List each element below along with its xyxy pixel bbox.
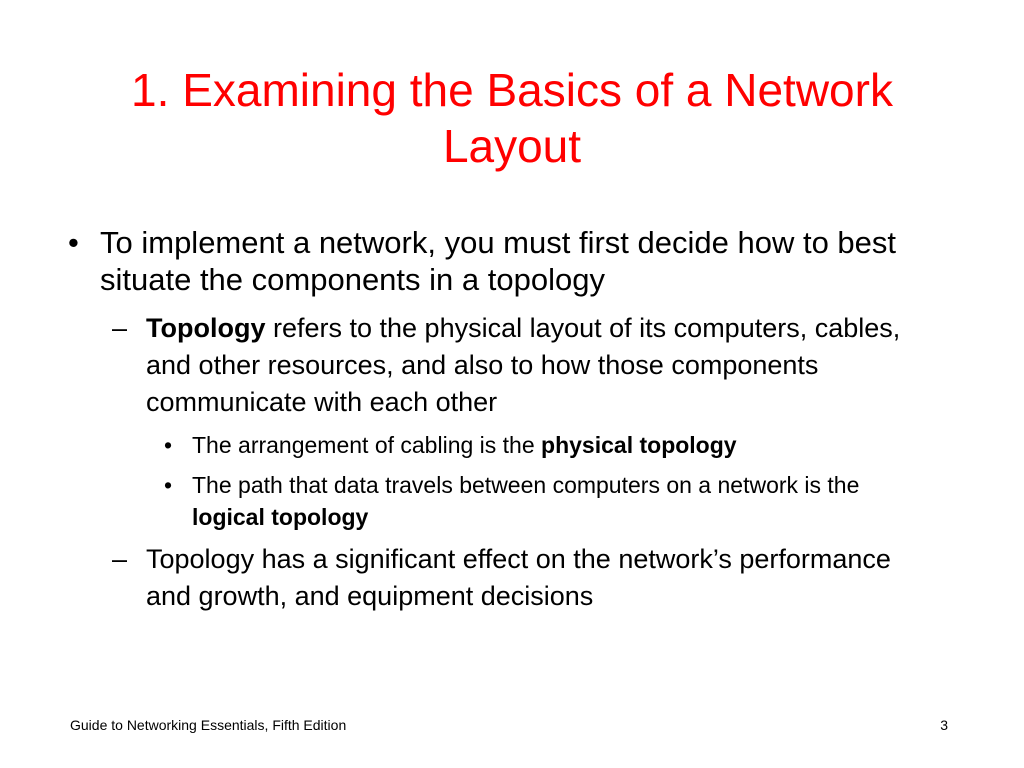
slide-title: [60, 62, 964, 174]
bullet-text: To implement a network, you must first decide how to best situate the components in a topology: [100, 225, 897, 297]
bullet-list: [68, 224, 968, 623]
bullet-text: Topology has a significant effect on the network’s performance and growth, and equipment decisions: [146, 544, 891, 611]
dash-icon: –: [112, 544, 128, 574]
bullet-level2-item: [112, 310, 936, 421]
term-logical-topology: logical topology: [192, 504, 369, 530]
footer-source: Guide to Networking Essentials, Fifth Edition: [70, 717, 347, 733]
bullet-dot-icon: •: [164, 472, 173, 498]
bullet-text: The path that data travels between computers on a network is the: [192, 472, 860, 498]
dash-icon: –: [112, 313, 128, 343]
bullet-level1-item: [68, 224, 930, 298]
title-line-2: Layout: [442, 120, 582, 172]
bullet-level2-item: [112, 541, 936, 615]
bullet-dot-icon: •: [164, 432, 173, 458]
bullet-text: The arrangement of cabling is the: [192, 432, 542, 458]
bullet-text: refers to the physical layout of its computers, cables, and other resources, and also to how those components communicate with each other: [146, 313, 901, 417]
title-line-1: 1. Examining the Basics of a Network: [131, 64, 893, 116]
page-number: 3: [940, 717, 948, 733]
bullet-level3-item: [164, 469, 912, 533]
term-physical-topology: physical topology: [541, 432, 737, 458]
bullet-dot-icon: •: [68, 225, 79, 260]
term-topology: Topology: [146, 313, 266, 343]
bullet-level3-item: [164, 429, 912, 461]
